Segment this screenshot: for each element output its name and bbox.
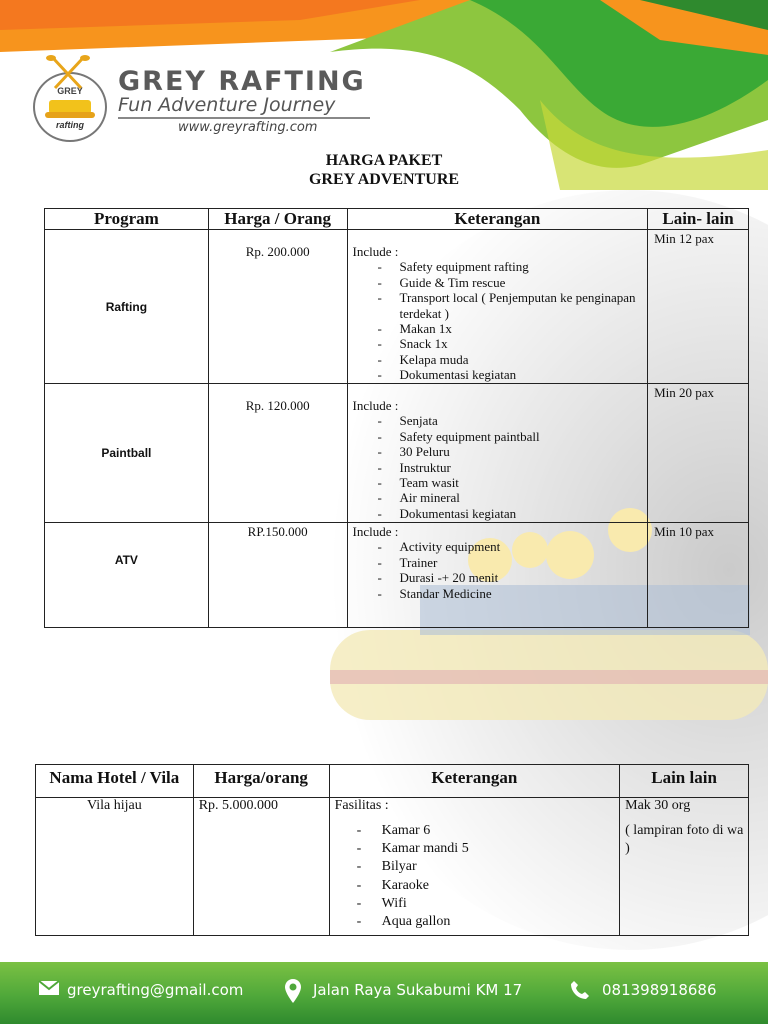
hotel-price-table xyxy=(35,764,749,936)
program-name: Paintball xyxy=(45,384,209,523)
list-item: - Activity equipment xyxy=(353,539,648,554)
list-item: - Transport local ( Penjemputan ke penginapan terdekat ) xyxy=(353,290,648,321)
list-item: - Kelapa muda xyxy=(353,352,648,367)
list-item: - Safety equipment paintball xyxy=(353,429,648,444)
program-name: ATV xyxy=(45,523,209,628)
list-item: - Standar Medicine xyxy=(353,586,648,601)
program-description xyxy=(347,523,648,628)
program-price: Rp. 120.000 xyxy=(208,384,347,523)
list-item: - Instruktur xyxy=(353,460,648,475)
list-item: - Senjata xyxy=(353,413,648,428)
list-item: - Aqua gallon xyxy=(335,913,620,931)
contact-footer xyxy=(0,962,768,1024)
program-minimum: Min 10 pax xyxy=(648,523,749,628)
hotel-note: ( lampiran foto di wa ) xyxy=(625,823,744,856)
package-price-table xyxy=(44,208,749,628)
header-other: Lain- lain xyxy=(648,209,749,230)
list-item: - Dokumentasi kegiatan xyxy=(353,367,648,382)
header-other: Lain lain xyxy=(620,765,749,798)
logo-text-top: GREY xyxy=(57,86,83,96)
list-item: - Bilyar xyxy=(335,858,620,876)
include-label: Include : xyxy=(352,524,399,539)
footer-email[interactable]: greyrafting@gmail.com xyxy=(67,981,244,999)
brand-website: www.greyrafting.com xyxy=(178,120,318,135)
list-item: - Makan 1x xyxy=(353,321,648,336)
hotel-facilities xyxy=(329,798,620,936)
table-row xyxy=(45,384,749,523)
brand-tagline: Fun Adventure Journey xyxy=(118,94,336,116)
include-label: Include : xyxy=(352,244,399,259)
program-name: Rafting xyxy=(45,230,209,384)
title-line-1: HARGA PAKET xyxy=(325,152,443,169)
paddles-icon xyxy=(43,54,93,94)
list-item: - Snack 1x xyxy=(353,336,648,351)
program-minimum: Min 12 pax xyxy=(648,230,749,384)
list-item: - Guide & Tim rescue xyxy=(353,275,648,290)
logo-text-bottom: rafting xyxy=(56,120,84,130)
table-row xyxy=(36,798,749,936)
program-description xyxy=(347,230,648,384)
document-title xyxy=(0,151,768,189)
table-row xyxy=(45,230,749,384)
list-item: - Safety equipment rafting xyxy=(353,259,648,274)
brand-divider xyxy=(118,117,370,119)
table-header-row xyxy=(36,765,749,798)
table-header-row xyxy=(45,209,749,230)
title-line-2: GREY ADVENTURE xyxy=(308,171,460,188)
hotel-price: Rp. 5.000.000 xyxy=(193,798,329,936)
table-row xyxy=(45,523,749,628)
list-item: - 30 Peluru xyxy=(353,444,648,459)
facilities-label: Fasilitas : xyxy=(334,798,389,813)
hotel-other xyxy=(620,798,749,936)
hotel-name: Vila hijau xyxy=(36,798,194,936)
program-price: RP.150.000 xyxy=(208,523,347,628)
list-item: - Karaoke xyxy=(335,877,620,895)
list-item: - Trainer xyxy=(353,555,648,570)
list-item: - Kamar mandi 5 xyxy=(335,840,620,858)
header-description: Keterangan xyxy=(347,209,648,230)
location-pin-icon xyxy=(284,978,302,1004)
footer-address: Jalan Raya Sukabumi KM 17 xyxy=(313,981,523,999)
header-price: Harga / Orang xyxy=(208,209,347,230)
header-description: Keterangan xyxy=(329,765,620,798)
program-minimum: Min 20 pax xyxy=(648,384,749,523)
hotel-capacity: Mak 30 org xyxy=(625,798,691,813)
header-program: Program xyxy=(45,209,209,230)
list-item: - Durasi -+ 20 menit xyxy=(353,570,648,585)
list-item: - Air mineral xyxy=(353,490,648,505)
include-label: Include : xyxy=(352,398,399,413)
list-item: - Kamar 6 xyxy=(335,822,620,840)
header-hotel-name: Nama Hotel / Vila xyxy=(36,765,194,798)
list-item: - Team wasit xyxy=(353,475,648,490)
list-item: - Dokumentasi kegiatan xyxy=(353,506,648,521)
brand-name: GREY RAFTING xyxy=(118,66,366,97)
program-description xyxy=(347,384,648,523)
phone-icon xyxy=(570,980,590,1000)
mail-icon xyxy=(38,980,60,996)
footer-phone[interactable]: 081398918686 xyxy=(602,981,717,999)
program-price: Rp. 200.000 xyxy=(208,230,347,384)
header-price: Harga/orang xyxy=(193,765,329,798)
list-item: - Wifi xyxy=(335,895,620,913)
